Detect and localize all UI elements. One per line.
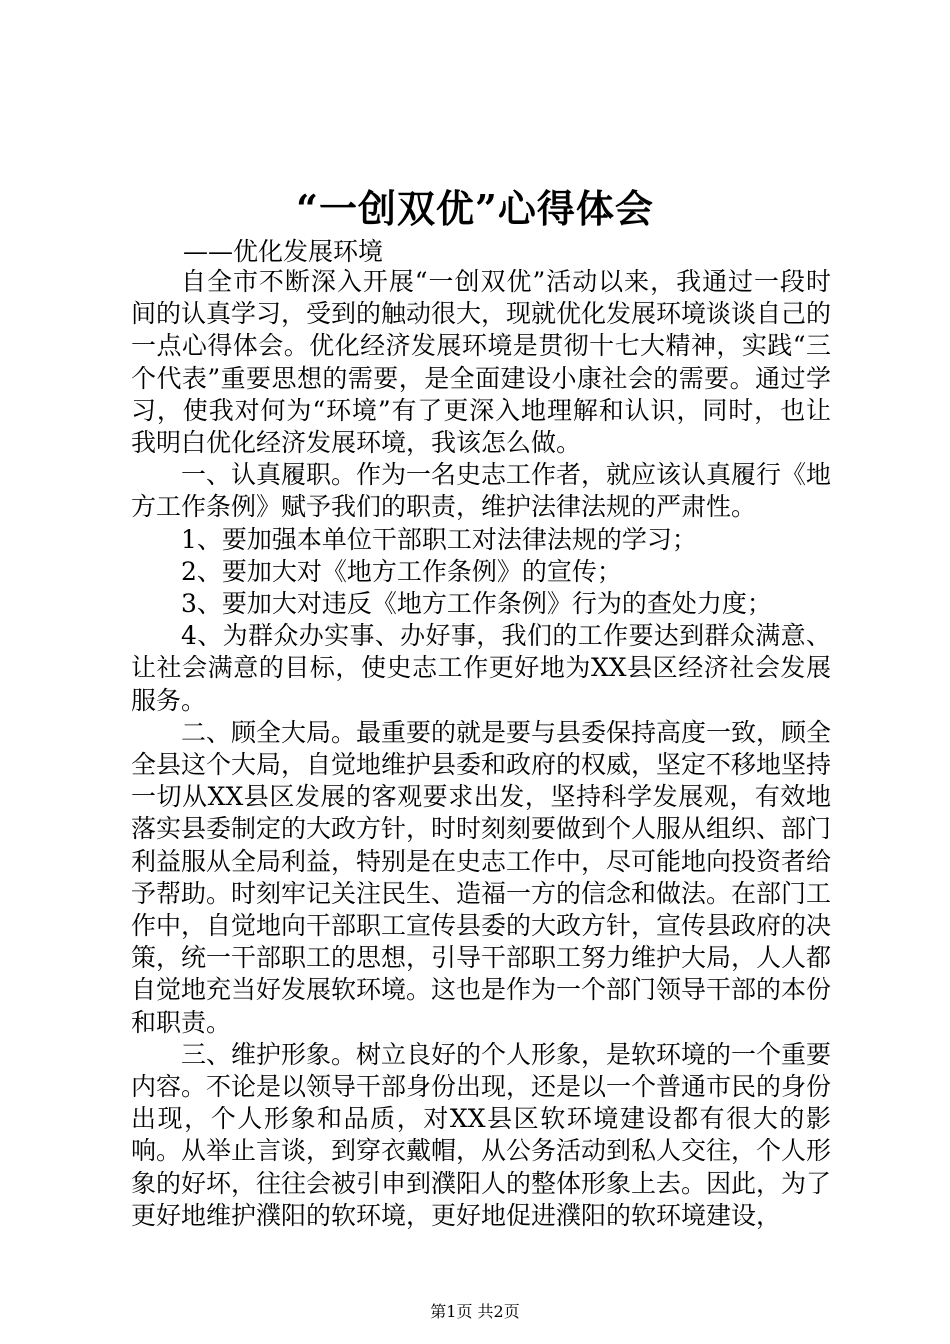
paragraph-item-2: 2、要加大对《地方工作条例》的宣传；	[181, 556, 622, 586]
paragraph-section-2: 二、顾全大局。最重要的就是要与县委保持高度一致，顾全全县这个大局，自觉地维护县委和政府的权威，坚定不移地坚持一切从XX县区发展的客观要求出发，坚持科学发展观，有效地落实县委制定的大政方针，时时刻刻要做到个人服从组织、部门利益服从全局利益，特别是在史志工作中，尽可能地向投资者给予帮助。时刻牢记关注民生、造福一方的信念和做法。在部门工作中，自觉地向干部职工宣传县委的大政方针，宣传县政府的决策，统一干部职工的思想，引导干部职工努力维护大局，人人都自觉地充当好发展软环境。这也是作为一个部门领导干部的本份和职责。	[131, 717, 832, 1037]
paragraph-item-3: 3、要加大对违反《地方工作条例》行为的查处力度；	[181, 589, 772, 619]
document-title: “一创双优”心得体会	[296, 186, 654, 231]
document-body	[131, 266, 831, 1232]
paragraph-item-1: 1、要加强本单位干部职工对法律法规的学习；	[181, 524, 697, 554]
paragraph-item-4: 4、为群众办实事、办好事，我们的工作要达到群众满意、让社会满意的目标，使史志工作更好地为XX县区经济社会发展服务。	[131, 621, 831, 715]
page-footer: 第1页 共2页	[430, 1302, 520, 1321]
paragraph-section-1: 一、认真履职。作为一名史志工作者，就应该认真履行《地方工作条例》赋予我们的职责，维护法律法规的严肃性。	[131, 460, 832, 522]
paragraph-intro: 自全市不断深入开展“一创双优”活动以来，我通过一段时间的认真学习，受到的触动很大，现就优化发展环境谈谈自己的一点心得体会。优化经济发展环境是贯彻十七大精神，实践“三个代表”重要思想的需要，是全面建设小康社会的需要。通过学习，使我对何为“环境”有了更深入地理解和认识，同时，也让我明白优化经济发展环境，我该怎么做。	[131, 267, 832, 458]
paragraph-section-3: 三、维护形象。树立良好的个人形象，是软环境的一个重要内容。不论是以领导干部身份出现，还是以一个普通市民的身份出现，个人形象和品质，对XX县区软环境建设都有很大的影响。从举止言谈，到穿衣戴帽，从公务活动到私人交往，个人形象的好坏，往往会被引申到濮阳人的整体形象上去。因此，为了更好地维护濮阳的软环境，更好地促进濮阳的软环境建设，	[131, 1039, 832, 1230]
document-subtitle: ——优化发展环境	[183, 237, 384, 266]
